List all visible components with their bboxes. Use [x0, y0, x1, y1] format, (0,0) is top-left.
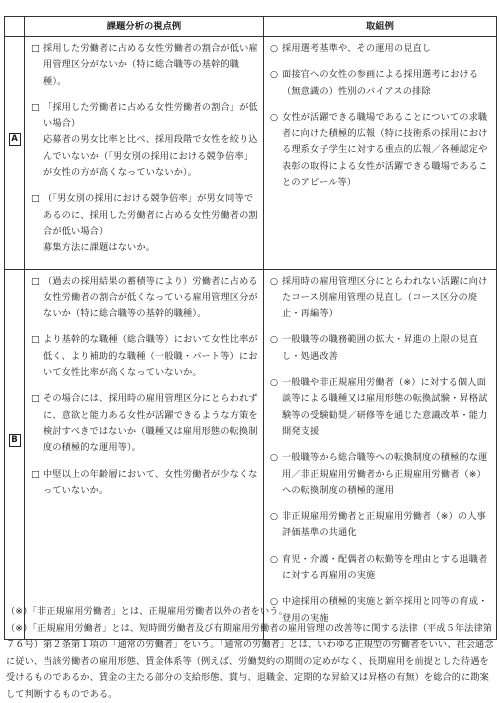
- corner-cell: [5, 17, 25, 37]
- view-item: [31, 274, 258, 323]
- action-item: [270, 110, 491, 191]
- view-item: [31, 467, 258, 500]
- header-view: 課題分析の視点例: [25, 17, 264, 37]
- action-item-text: 一般職や非正規雇用労働者（※）に対する個人面談等による職種又は雇用形態の転換試験・昇格試験等の受験勧奨／研修等を通じた意識改革・能力開発支援: [282, 377, 487, 437]
- action-item: [270, 274, 491, 323]
- view-item: [31, 100, 258, 133]
- action-item-text: 採用時の雇用管理区分にとらわれない活躍に向けたコース別雇用管理の見直し（コース区分の廃止・再編等）: [282, 276, 487, 320]
- action-item-text: 面接官への女性の参画による採用選考における（無意識の）性別のバイアスの排除: [282, 69, 478, 96]
- checkbox-square-icon: □: [31, 41, 43, 57]
- section-a-row: [5, 37, 497, 270]
- action-item-text: 非正規雇用労働者と正規雇用労働者（※）の人事評価基準の共通化: [282, 511, 486, 538]
- view-item: [31, 41, 258, 90]
- action-item: [270, 450, 491, 499]
- circle-bullet-icon: ○: [270, 274, 282, 290]
- view-item-text: （「男女別の採用における競争倍率」が男女同等であるのに、採用した労働者に占める女性労働者の割合が低い場合）: [43, 193, 258, 237]
- section-a-actions: [264, 37, 497, 270]
- circle-bullet-icon: ○: [270, 450, 282, 466]
- section-b-badge: B: [9, 434, 21, 447]
- view-item-text: 採用した労働者に占める女性労働者の割合が低い雇用管理区分がないか（特に総合職等の基幹的職種）。: [43, 43, 258, 87]
- section-a-views: [25, 37, 264, 270]
- action-item-text: 採用選考基準や、その運用の見直し: [282, 43, 431, 54]
- section-a-label-cell: [5, 37, 25, 270]
- section-b-actions: [264, 269, 497, 639]
- circle-bullet-icon: ○: [270, 110, 282, 126]
- circle-bullet-icon: ○: [270, 594, 282, 610]
- section-b-row: [5, 269, 497, 639]
- view-item-text: （過去の採用結果の蓄積等により）労働者に占める女性労働者の割合が低くなっている雇用管理区分がないか（特に総合職等の基幹的職種）。: [43, 276, 258, 320]
- action-item-text: 育児・介護・配偶者の転勤等を理由とする退職者に対する再雇用の実施: [282, 554, 487, 581]
- action-item-text: 中途採用の積極的実施と新卒採用と同等の育成・登用の実施: [282, 596, 487, 623]
- view-item-text: その場合には、採用時の雇用管理区分にとらわれずに、意欲と能力ある女性が活躍できるような方策を検討すべきではないか（職種又は雇用形態の転換制度の積極的な運用等）。: [43, 393, 258, 453]
- circle-bullet-icon: ○: [270, 332, 282, 348]
- footnotes: [6, 604, 496, 703]
- action-item: [270, 375, 491, 440]
- analysis-table: [4, 16, 497, 640]
- header-action: 取組例: [264, 17, 497, 37]
- circle-bullet-icon: ○: [270, 41, 282, 57]
- checkbox-square-icon: □: [31, 391, 43, 407]
- view-item-detail: 応募者の男女比率と比べ、採用段階で女性を絞り込んでいないか（「男女別の採用における競争倍率」が女性の方が高くなっていないか）。: [31, 132, 258, 181]
- checkbox-square-icon: □: [31, 467, 43, 483]
- action-item-text: 一般職等から総合職等への転換制度の積極的な運用／非正規雇用労働者から正規雇用労働者（※）への転換制度の積極的運用: [282, 452, 487, 496]
- checkbox-square-icon: □: [31, 191, 43, 207]
- circle-bullet-icon: ○: [270, 552, 282, 568]
- footnote-2: （※）「正規雇用労働者」とは、短時間労働者及び有期雇用労働者の雇用管理の改善等に関する法律（平成５年法律第７６号）第２条第１項の「通常の労働者」をいう。「通常の労働者」とは、いわゆる正規型の労働者をいい、社会通念に従い、当該労働者の雇用形態、賃金体系等（例えば、労働契約の期間の定めがなく、長期雇用を前提とした待遇を受けるものであるか、賃金の主たる部分の支給形態、賞与、退職金、定期的な昇給又は昇格の有無）を総合的に勘案して判断するものである。: [6, 621, 496, 703]
- section-b-label-cell: [5, 269, 25, 639]
- checkbox-square-icon: □: [31, 100, 43, 116]
- view-item-text: 「採用した労働者に占める女性労働者の割合」が低い場合）: [43, 102, 258, 129]
- view-item-text: 中堅以上の年齢層において、女性労働者が少なくなっていないか。: [43, 469, 258, 496]
- circle-bullet-icon: ○: [270, 375, 282, 391]
- checkbox-square-icon: □: [31, 332, 43, 348]
- view-item: [31, 391, 258, 456]
- view-item: [31, 191, 258, 240]
- section-b-views: [25, 269, 264, 639]
- section-a-badge: A: [9, 133, 21, 146]
- action-item: [270, 509, 491, 542]
- table-header-row: [5, 17, 497, 37]
- action-item-text: 一般職等の職務範囲の拡大・昇進の上限の見直し・処遇改善: [282, 334, 478, 361]
- action-item: [270, 332, 491, 365]
- view-item-detail: 募集方法に課題はないか。: [31, 240, 258, 256]
- action-item-text: 女性が活躍できる職場であることについての求職者に向けた積極的広報（特に技術系の採用における理系女子学生に対する重点的広報／各種認定や表彰の取得による女性が活躍できる職場であることのアピール等）: [282, 112, 487, 188]
- checkbox-square-icon: □: [31, 274, 43, 290]
- action-item: [270, 552, 491, 585]
- action-item: [270, 41, 491, 57]
- action-item: [270, 67, 491, 100]
- circle-bullet-icon: ○: [270, 509, 282, 525]
- circle-bullet-icon: ○: [270, 67, 282, 83]
- footnote-1: （※）「非正規雇用労働者」とは、正規雇用労働者以外の者をいう。: [6, 604, 496, 621]
- view-item: [31, 332, 258, 381]
- view-item-text: より基幹的な職種（総合職等）において女性比率が低く、より補助的な職種（一般職・パート等）において女性比率が高くなっていないか。: [43, 334, 258, 378]
